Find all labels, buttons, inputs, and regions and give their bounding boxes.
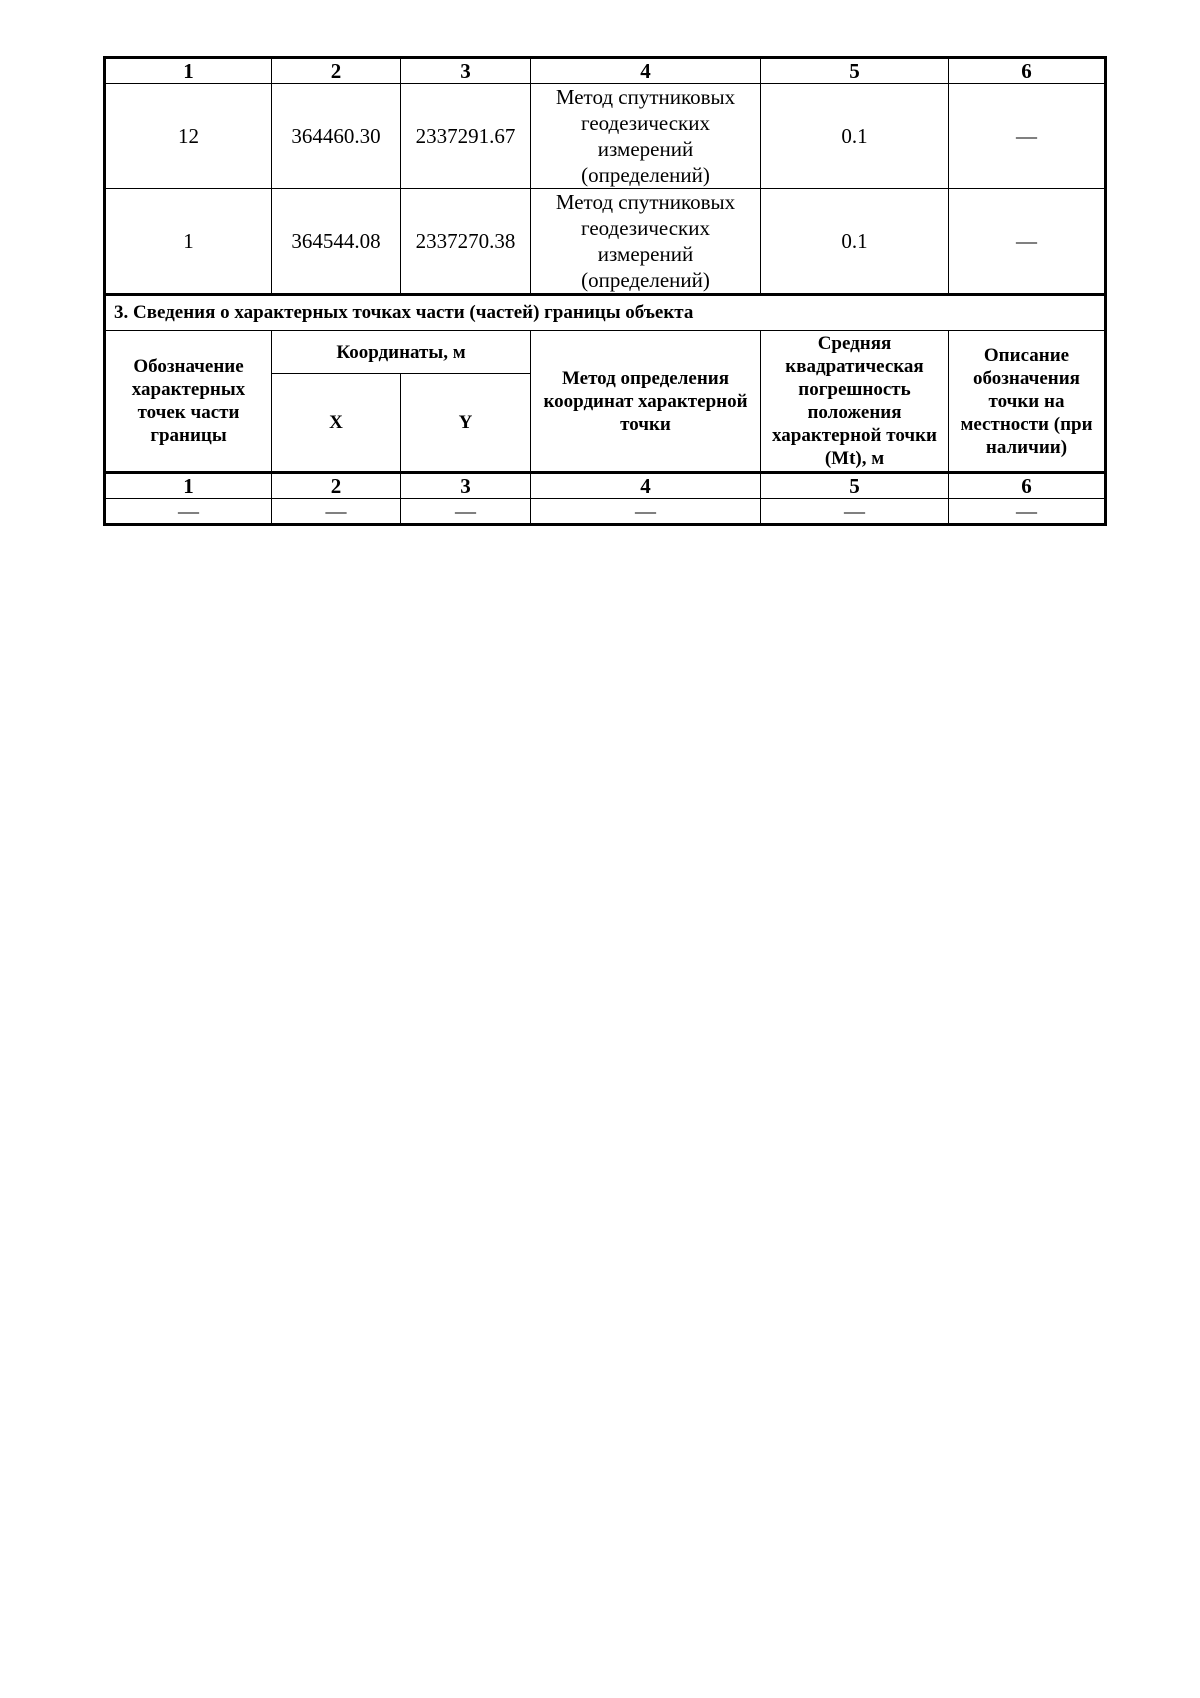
column-number: 5: [761, 473, 949, 499]
table-row: [105, 84, 1106, 189]
point-label-cell: 12: [105, 84, 272, 189]
header-point-label: Обозначение характерных точек части границы: [105, 331, 272, 473]
column-number: 6: [949, 58, 1106, 84]
method-cell: Метод спутниковых геодезических измерений (определений): [531, 84, 761, 189]
section-title: 3. Сведения о характерных точках части (частей) границы объекта: [105, 295, 1106, 331]
table-row: [105, 189, 1106, 295]
header-method: Метод определения координат характерной точки: [531, 331, 761, 473]
column-number: 4: [531, 473, 761, 499]
column-number: 1: [105, 58, 272, 84]
accuracy-cell: 0.1: [761, 84, 949, 189]
header-y: Y: [401, 374, 531, 473]
column-number: 3: [401, 58, 531, 84]
table-row: [105, 499, 1106, 525]
column-number: 2: [272, 58, 401, 84]
empty-cell: —: [531, 499, 761, 525]
column-numbers-row: [105, 58, 1106, 84]
column-number: 6: [949, 473, 1106, 499]
section-title-row: [105, 295, 1106, 331]
method-cell: Метод спутниковых геодезических измерений (определений): [531, 189, 761, 295]
header-accuracy: Средняя квадратическая погрешность положения характерной точки (Mt), м: [761, 331, 949, 473]
y-coordinate-cell: 2337270.38: [401, 189, 531, 295]
empty-cell: —: [949, 499, 1106, 525]
column-number: 4: [531, 58, 761, 84]
accuracy-cell: 0.1: [761, 189, 949, 295]
empty-cell: —: [272, 499, 401, 525]
x-coordinate-cell: 364544.08: [272, 189, 401, 295]
description-cell: —: [949, 189, 1106, 295]
x-coordinate-cell: 364460.30: [272, 84, 401, 189]
column-number: 1: [105, 473, 272, 499]
header-x: X: [272, 374, 401, 473]
empty-cell: —: [401, 499, 531, 525]
header-coordinates: Координаты, м: [272, 331, 531, 374]
header-description: Описание обозначения точки на местности (при наличии): [949, 331, 1106, 473]
column-number: 2: [272, 473, 401, 499]
boundary-points-table: [103, 56, 1107, 526]
empty-cell: —: [105, 499, 272, 525]
point-label-cell: 1: [105, 189, 272, 295]
column-number: 5: [761, 58, 949, 84]
description-cell: —: [949, 84, 1106, 189]
column-number: 3: [401, 473, 531, 499]
empty-cell: —: [761, 499, 949, 525]
column-numbers-row: [105, 473, 1106, 499]
y-coordinate-cell: 2337291.67: [401, 84, 531, 189]
header-row: [105, 331, 1106, 374]
